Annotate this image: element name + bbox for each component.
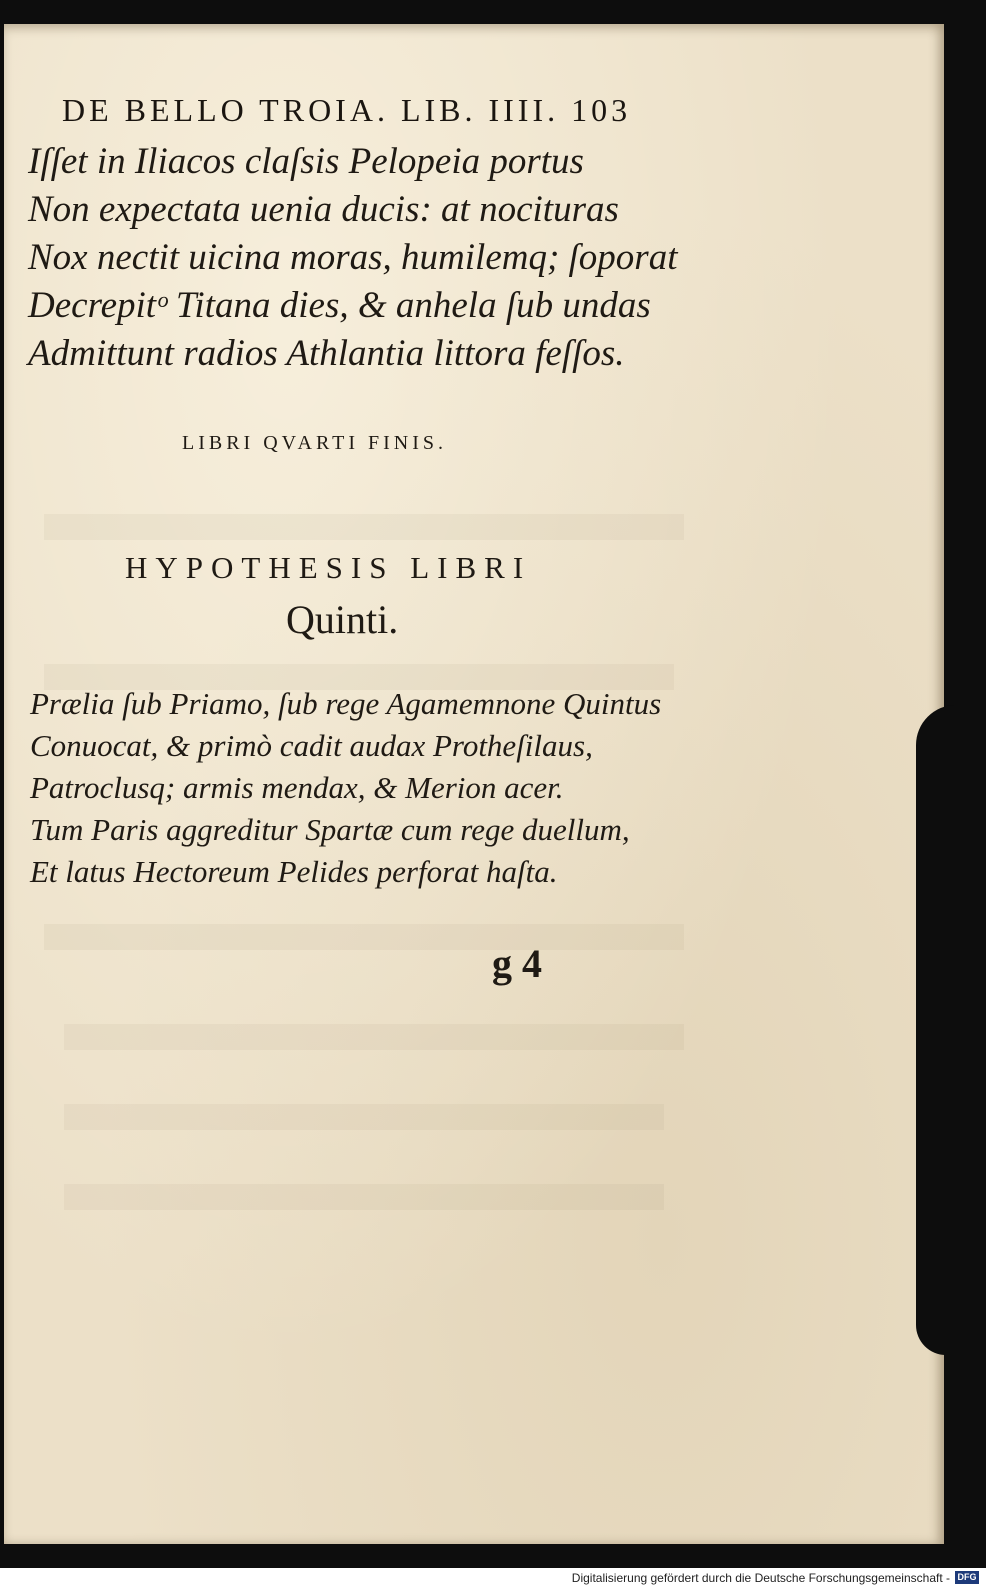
argument-line-1: Prælia ſub Priamo, ſub rege Agamemnone Quintus bbox=[30, 686, 662, 721]
running-head: DE BELLO TROIA. LIB. IIII. 103 bbox=[62, 92, 632, 128]
argument-line-2: Conuocat, & primò cadit audax Protheſilaus, bbox=[30, 728, 593, 763]
show-through-line bbox=[44, 514, 684, 540]
show-through-line bbox=[64, 1024, 684, 1050]
signature-mark: g 4 bbox=[492, 941, 542, 986]
show-through-line bbox=[44, 924, 684, 950]
show-through-line bbox=[64, 1184, 664, 1210]
show-through-line bbox=[64, 1104, 664, 1130]
hypothesis-subtitle: Quinti. bbox=[286, 597, 399, 642]
verse-line-2: Non expectata uenia ducis: at nocituras bbox=[28, 189, 619, 230]
verse-line-1: Iſſet in Iliacos claſsis Pelopeia portus bbox=[28, 141, 584, 182]
funding-credit: Digitalisierung gefördert durch die Deutsche Forschungsgemeinschaft - bbox=[571, 1571, 950, 1585]
argument-line-4: Tum Paris aggreditur Spartæ cum rege duellum, bbox=[30, 812, 630, 847]
dfg-logo-icon: DFG bbox=[955, 1571, 979, 1584]
argument-line-5: Et latus Hectoreum Pelides perforat haſta. bbox=[30, 854, 558, 889]
book-end-line: LIBRI QVARTI FINIS. bbox=[182, 432, 447, 454]
verse-line-4: Decrepitᵒ Titana dies, & anhela ſub undas bbox=[28, 285, 651, 326]
verse-line-5: Admittunt radios Athlantia littora feſſos. bbox=[28, 333, 625, 374]
argument-line-3: Patroclusq; armis mendax, & Merion acer. bbox=[30, 770, 564, 805]
page-edge-notch bbox=[916, 705, 956, 1355]
verse-line-3: Nox nectit uicina moras, humilemq; ſoporat bbox=[28, 237, 678, 278]
hypothesis-title: HYPOTHESIS LIBRI bbox=[125, 550, 532, 585]
